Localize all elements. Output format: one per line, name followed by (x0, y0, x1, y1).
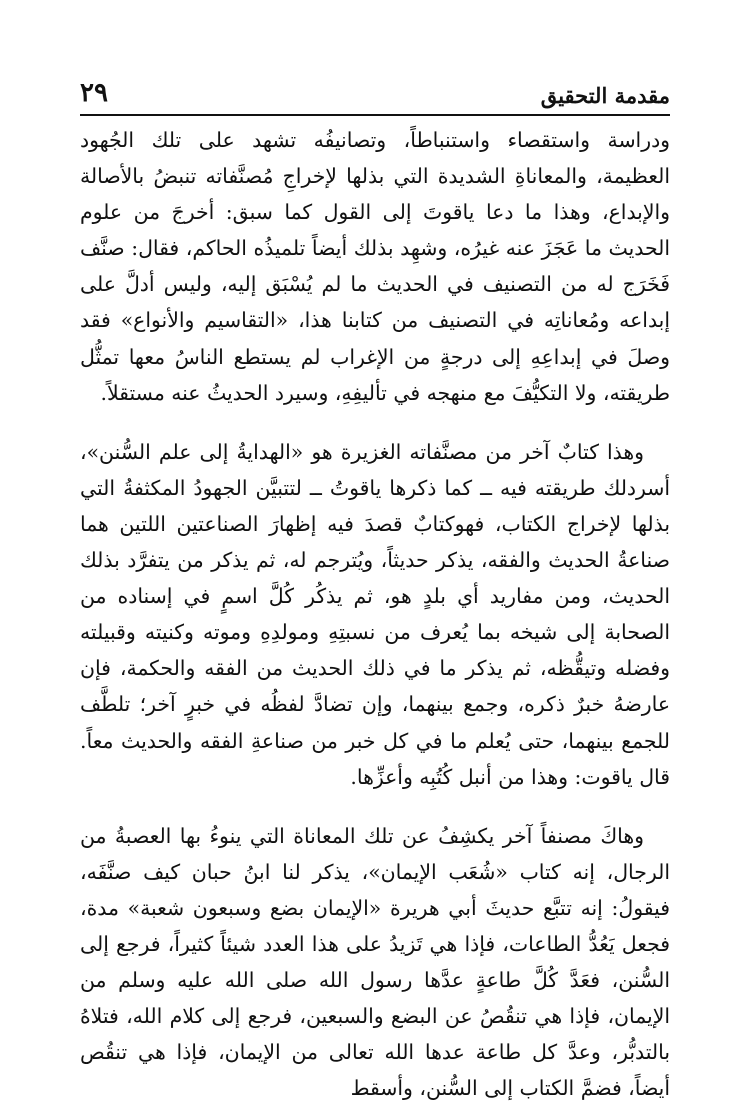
page-number: ٢٩ (80, 78, 108, 108)
body-text (80, 122, 670, 1106)
paragraph-3: وهاكَ مصنفاً آخر يكشِفُ عن تلك المعاناة التي ينوءُ بها العصبةُ من الرجال، إنه كتاب «شُعَب الإيمان»، يذكر لنا ابنُ حبان كيف صنَّفَه، فيقولُ: إنه تتبَّع حديثَ أبي هريرة «الإيمان بضع وسبعون شعبة» مدة، فجعل يَعُدُّ الطاعات، فإذا هي تَزيدُ على هذا العدد شيئاً كثيراً، فرجع إلى السُّنن، فعَدَّ كُلَّ طاعةٍ عدَّها رسول الله صلى الله عليه وسلم من الإيمان، فإذا هي تنقُصُ عن البضع والسبعين، فرجع إلى كلام الله، فتلاهُ بالتدبُّر، وعدَّ كل طاعة عدها الله تعالى من الإيمان، فإذا هي تنقُص أيضاً، فضمَّ الكتاب إلى السُّنن، وأسقط (80, 823, 670, 1101)
running-title: مقدمة التحقيق (540, 83, 670, 108)
document-page (80, 70, 670, 1106)
paragraph-1: ودراسة واستقصاء واستنباطاً، وتصانيفُه تشهد على تلك الجُهود العظيمة، والمعاناةِ الشديدة التي بذلها لإخراجِ مُصنَّفاته تنبضُ بالأصالة والإبداع، وهذا ما دعا ياقوتَ إلى القول كما سبق: أخرجَ من علوم الحديث ما عَجَزَ عنه غيرُه، وشهِد بذلك أيضاً تلميذُه الحاكم، فقال: صنَّف فَخَرَج له من التصنيف في الحديث ما لم يُسْبَق إليه، وليس أدلَّ على إبداعه ومُعاناتِه في التصنيف من كتابنا هذا، «التقاسيم والأنواع» فقد وصلَ في إبداعِهِ إلى درجةٍ من الإغراب لم يستطع الناسُ معها تمثُّل طريقته، ولا التكيُّفَ مع منهجه في تأليفِهِ، وسيرد الحديثُ عنه مستقلاً. (80, 128, 670, 405)
paragraph-gap (80, 411, 670, 434)
running-header (80, 70, 670, 116)
paragraph-2: وهذا كتابٌ آخر من مصنَّفاته الغزيرة هو «الهدايةُ إلى علم السُّنن»، أسردلك طريقته فيه ــ كما ذكرها ياقوتُ ــ لتتبيَّن الجهودُ المكثفةُ التي بذلها لإخراج الكتاب، فهوكتابٌ قصدَ فيه إظهارَ الصناعتين اللتين هما صناعةُ الحديث والفقه، يذكر حديثاً، ويُترجم له، ثم يذكر من يتفرَّد بذلك الحديث، ومن مفاريد أي بلدٍ هو، ثم يذكُر كُلَّ اسمٍ في إسناده من الصحابة إلى شيخه بما يُعرف من نسبتِهِ ومولدِهِ وموته وكنيته وقبيلته وفضله وتيقُّظه، ثم يذكر ما في ذلك الحديث من الفقه والحكمة، فإن عارضهُ خبرٌ ذكره، وجمع بينهما، وإن تضادَّ لفظُه في خبرٍ آخر؛ تلطَّف للجمع بينهما، حتى يُعلم ما في كل خبر من صناعةِ الفقه والحديث معاً. قال ياقوت: وهذا من أنبل كُتُبِه وأعزِّها. (80, 439, 670, 789)
paragraph-gap (80, 795, 670, 818)
